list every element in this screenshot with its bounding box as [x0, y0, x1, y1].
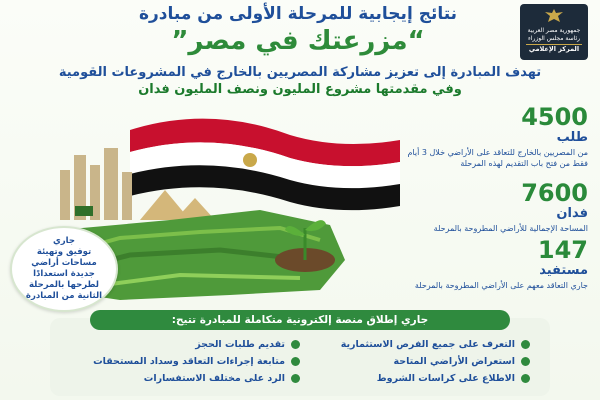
- stat-description: جاري التعاقد معهم على الأراضي المطروحة بالمرحلة: [414, 281, 588, 290]
- intro-text: [20, 64, 580, 98]
- initiative-name: “مزرعتك في مصر”: [171, 26, 425, 56]
- list-item: متابعة إجراءات التعاقد وسداد المستحقات: [60, 353, 300, 370]
- logo-line-2: رئاسة مجلس الوزراء: [527, 35, 581, 42]
- stat-unit: فدان: [556, 206, 588, 221]
- eagle-emblem-icon: [543, 7, 565, 27]
- stat-requests: [398, 104, 588, 169]
- stat-description: من المصريين بالخارج للتعاقد على الأراضي خلال 3 أيام فقط من فتح باب التقديم لهذه المرحلة: [407, 148, 588, 168]
- logo-line-1: جمهورية مصر العربية: [527, 27, 581, 34]
- bullet-icon: [291, 340, 300, 349]
- features-right-column: [290, 336, 530, 387]
- list-item: استعراض الأراضي المتاحة: [290, 353, 530, 370]
- phase-two-note: [10, 226, 118, 312]
- bullet-icon: [291, 357, 300, 366]
- list-item: التعرف على جميع الفرص الاستثمارية: [290, 336, 530, 353]
- stat-acres: [398, 180, 588, 234]
- stat-description: المساحة الإجمالية للأراضي المطروحة بالمرحلة: [433, 224, 588, 233]
- stat-unit: مستفيد: [539, 263, 588, 278]
- list-item: الرد على مختلف الاستفسارات: [60, 370, 300, 387]
- bullet-icon: [291, 374, 300, 383]
- list-item: الاطلاع على كراسات الشروط: [290, 370, 530, 387]
- stat-number: 4500: [521, 103, 588, 131]
- stat-number: 147: [537, 236, 588, 264]
- panel-title: جاري إطلاق منصة إلكترونية متكاملة للمبادرة تتيح:: [90, 310, 510, 330]
- logo-line-3: المركز الإعلامي: [526, 44, 582, 53]
- bullet-icon: [521, 357, 530, 366]
- platform-features-panel: [50, 314, 550, 396]
- features-left-column: [60, 336, 300, 387]
- stat-beneficiaries: [398, 237, 588, 291]
- bullet-icon: [521, 340, 530, 349]
- intro-line-2: وفي مقدمتها مشروع المليون ونصف المليون فدان: [138, 82, 462, 97]
- stat-number: 7600: [521, 179, 588, 207]
- page-title: نتائج إيجابية للمرحلة الأولى من مبادرة: [138, 4, 458, 24]
- cabinet-media-center-logo: [520, 4, 588, 60]
- bullet-icon: [521, 374, 530, 383]
- egypt-flag-icon: [130, 119, 400, 211]
- intro-line-1: تهدف المبادرة إلى تعزيز مشاركة المصريين بالخارج في المشروعات القومية: [58, 65, 542, 80]
- phase-two-note-text: جاري توفيق وتهيئة مساحات أراضي جديدة استعدادًا لطرحها بالمرحلة الثانية من المبادرة: [25, 236, 103, 301]
- list-item: تقديم طلبات الحجز: [60, 336, 300, 353]
- stat-unit: طلب: [556, 130, 588, 145]
